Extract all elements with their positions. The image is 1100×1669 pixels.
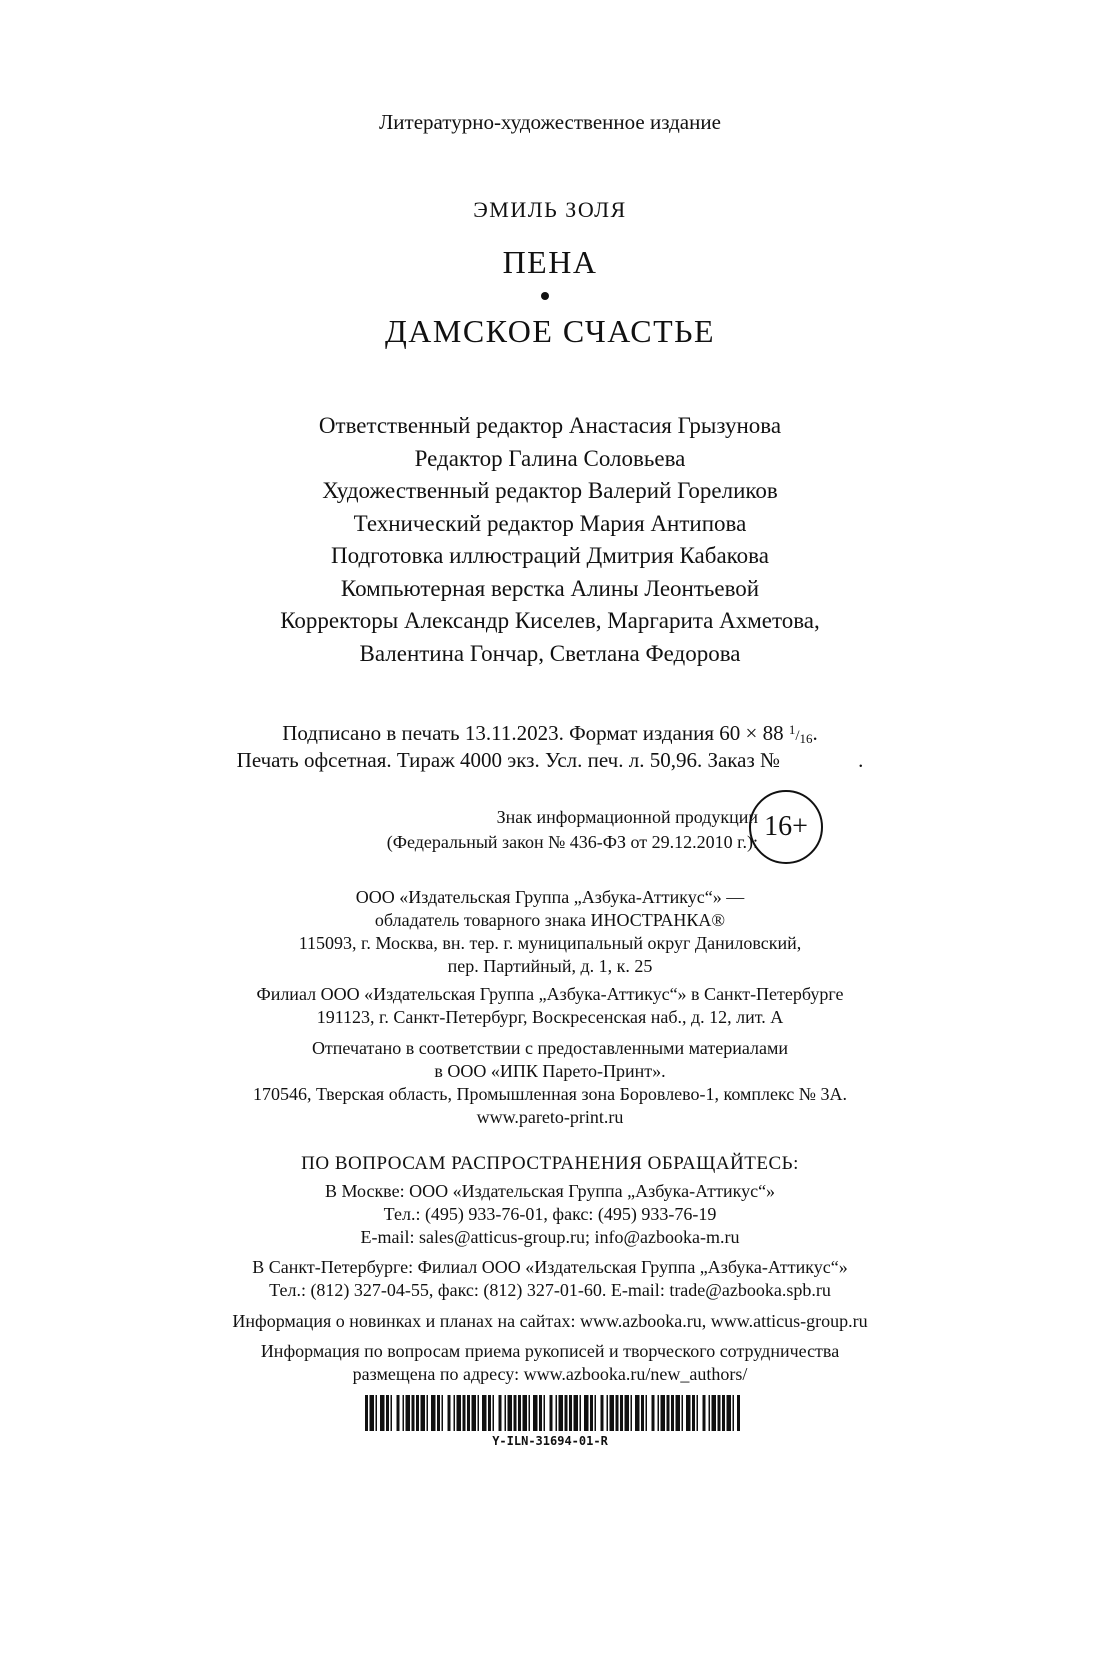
barcode-bar (493, 1395, 495, 1431)
fraction-denominator: 16 (799, 731, 813, 746)
spb-branch-block (0, 983, 1100, 1029)
barcode-bar (676, 1395, 681, 1431)
moscow-contact-line: E-mail: sales@atticus-group.ru; info@azbooka-m.ru (360, 1227, 740, 1247)
barcode-bar (565, 1395, 568, 1431)
barcode-code: Y-ILN-31694-01-R (492, 1434, 608, 1448)
credit-line: Ответственный редактор Анастасия Грызунова (318, 413, 782, 438)
barcode-bar (478, 1395, 480, 1431)
barcode-bar (523, 1395, 528, 1431)
barcode-bar (625, 1395, 630, 1431)
barcode-bar (370, 1395, 375, 1431)
barcode-bar (544, 1395, 546, 1431)
edition-type: Литературно-художественное издание (379, 110, 721, 134)
barcode-bar (467, 1395, 470, 1431)
spb-contact-line: Тел.: (812) 327-04-55, факс: (812) 327-01-60. E-mail: trade@azbooka.spb.ru (269, 1280, 831, 1300)
barcode-bar (635, 1395, 640, 1431)
printer-line: 170546, Тверская область, Промышленная зона Боровлево-1, комплекс № 3А. (253, 1084, 847, 1104)
printer-line: Отпечатано в соответствии с предоставленными материалами (311, 1038, 789, 1058)
news-info: Информация о новинках и планах на сайтах: www.azbooka.ru, www.atticus-group.ru (232, 1311, 868, 1331)
barcode-bar (610, 1395, 615, 1431)
barcode-bar (386, 1395, 389, 1431)
barcode-bar (406, 1395, 411, 1431)
barcode-bar (727, 1395, 732, 1431)
barcode-bar (403, 1395, 405, 1431)
credit-line: Компьютерная верстка Алины Леонтьевой (340, 575, 760, 601)
print-format-text: Подписано в печать 13.11.2023. Формат издания 60 × 88 (282, 721, 784, 745)
barcode-bar (421, 1395, 426, 1431)
moscow-contact-line: В Москве: ООО «Издательская Группа „Азбука-Аттикус“» (324, 1181, 776, 1201)
barcode-bar (505, 1395, 507, 1431)
barcode-bar (595, 1395, 597, 1431)
credit-line: Технический редактор Мария Антипова (353, 510, 747, 536)
manuscripts-line: размещена по адресу: www.azbooka.ru/new_authors/ (352, 1364, 748, 1384)
credit-line: Подготовка иллюстраций Дмитрия Кабакова (331, 543, 769, 568)
publisher-block (0, 886, 1100, 978)
distribution-heading: ПО ВОПРОСАМ РАСПРОСТРАНЕНИЯ ОБРАЩАЙТЕСЬ: (301, 1153, 799, 1174)
barcode-bar (671, 1395, 674, 1431)
barcode-bar (448, 1395, 451, 1431)
barcode-bar (607, 1395, 609, 1431)
publisher-line: 115093, г. Москва, вн. тер. г. муниципальный округ Даниловский, (298, 933, 802, 953)
barcode-bar (580, 1395, 582, 1431)
moscow-contacts (0, 1180, 1100, 1249)
barcode-bar (722, 1395, 725, 1431)
format-period: . (812, 721, 818, 745)
book-title-1: ПЕНА (502, 244, 598, 280)
barcode-bar (499, 1395, 502, 1431)
order-period: . (858, 748, 864, 772)
barcode-bar (652, 1395, 655, 1431)
publisher-line: пер. Партийный, д. 1, к. 25 (447, 956, 653, 976)
barcode-bar (442, 1395, 444, 1431)
barcode-bar (556, 1395, 558, 1431)
moscow-contact-line: Тел.: (495) 933-76-01, факс: (495) 933-76-19 (383, 1204, 717, 1224)
fraction-numerator: 1 (788, 722, 796, 737)
barcode-bar (641, 1395, 644, 1431)
book-title-2: ДАМСКОЕ СЧАСТЬЕ (384, 313, 716, 349)
credit-line: Художественный редактор Валерий Гореликов (322, 478, 778, 503)
publisher-line: обладатель товарного знака ИНОСТРАНКА® (374, 910, 726, 930)
spb-branch-line: 191123, г. Санкт-Петербург, Воскресенская наб., д. 12, лит. А (316, 1007, 784, 1027)
barcode-bar (601, 1395, 604, 1431)
barcode-bar (431, 1395, 436, 1431)
barcode-bar (380, 1395, 385, 1431)
credits-block (0, 410, 1100, 670)
barcode-bar (488, 1395, 491, 1431)
credit-line: Валентина Гончар, Светлана Федорова (359, 640, 741, 666)
manuscripts-info (0, 1340, 1100, 1386)
printer-line: в ООО «ИПК Парето-Принт». (434, 1061, 666, 1081)
publisher-line: ООО «Издательская Группа „Азбука-Аттикус“» — (355, 887, 745, 907)
barcode-bar (559, 1395, 564, 1431)
info-sign-line-2: (Федеральный закон № 436-ФЗ от 29.12.2010 г.): (386, 832, 758, 852)
barcode-bar (590, 1395, 593, 1431)
barcode-bar (472, 1395, 477, 1431)
barcode-bar (529, 1395, 531, 1431)
print-info-line-2 (0, 745, 1100, 776)
barcode-bar (482, 1395, 487, 1431)
print-info (0, 714, 1100, 776)
printer-website: www.pareto-print.ru (476, 1107, 624, 1127)
barcode-bar (703, 1395, 706, 1431)
barcode-bar (692, 1395, 695, 1431)
barcode-bar (376, 1395, 378, 1431)
printer-block (0, 1037, 1100, 1129)
credit-line: Редактор Галина Соловьева (414, 445, 686, 471)
credit-line: Корректоры Александр Киселев, Маргарита Ахметова, (280, 608, 820, 633)
barcode-bar (658, 1395, 660, 1431)
barcode-bar (391, 1395, 393, 1431)
barcode-bar (437, 1395, 440, 1431)
spb-contacts (0, 1256, 1100, 1302)
print-run-text: Печать офсетная. Тираж 4000 экз. Усл. печ. л. 50,96. Заказ № (236, 748, 781, 772)
print-info-line-1 (0, 714, 1100, 745)
barcode-bar (682, 1395, 684, 1431)
barcode-bar (539, 1395, 542, 1431)
barcode-bar (584, 1395, 589, 1431)
barcode-bar (457, 1395, 462, 1431)
barcode-bar (712, 1395, 717, 1431)
info-sign-text (318, 805, 758, 855)
barcode-bar (667, 1395, 670, 1431)
barcode-bar (661, 1395, 666, 1431)
barcode-bar (427, 1395, 429, 1431)
barcode-bar (709, 1395, 711, 1431)
age-rating-badge: 16+ (749, 790, 823, 864)
info-sign-line-1: Знак информационной продукции (496, 807, 758, 827)
manuscripts-line: Информация по вопросам приема рукописей и творческого сотрудничества (260, 1341, 840, 1361)
spb-contact-line: В Санкт-Петербурге: Филиал ООО «Издательская Группа „Азбука-Аттикус“» (252, 1257, 848, 1277)
author-name: ЭМИЛЬ ЗОЛЯ (473, 197, 627, 222)
barcode-bar (697, 1395, 699, 1431)
barcode-bar (412, 1395, 415, 1431)
barcode-bar (686, 1395, 691, 1431)
barcode-bar (508, 1395, 513, 1431)
format-fraction: $^1/_{16}$ (788, 722, 813, 746)
barcode-bar (569, 1395, 572, 1431)
title-separator-bullet (541, 292, 549, 300)
barcode-bar (574, 1395, 579, 1431)
barcode-bar (463, 1395, 466, 1431)
barcode-bar (514, 1395, 517, 1431)
barcode-bar (533, 1395, 538, 1431)
barcode-bar (454, 1395, 456, 1431)
barcode-bar (365, 1395, 368, 1431)
spb-branch-line: Филиал ООО «Издательская Группа „Азбука-Аттикус“» в Санкт-Петербурге (256, 984, 844, 1004)
barcode-bar (397, 1395, 400, 1431)
barcode-bar (550, 1395, 553, 1431)
barcode-graphic (365, 1395, 740, 1431)
barcode-bar (631, 1395, 633, 1431)
barcode-bar (718, 1395, 721, 1431)
barcode-bar (646, 1395, 648, 1431)
barcode-bar (616, 1395, 619, 1431)
barcode-bar (518, 1395, 521, 1431)
barcode-bar (737, 1395, 740, 1431)
barcode-bar (416, 1395, 419, 1431)
barcode-bar (620, 1395, 623, 1431)
barcode-bar (733, 1395, 735, 1431)
